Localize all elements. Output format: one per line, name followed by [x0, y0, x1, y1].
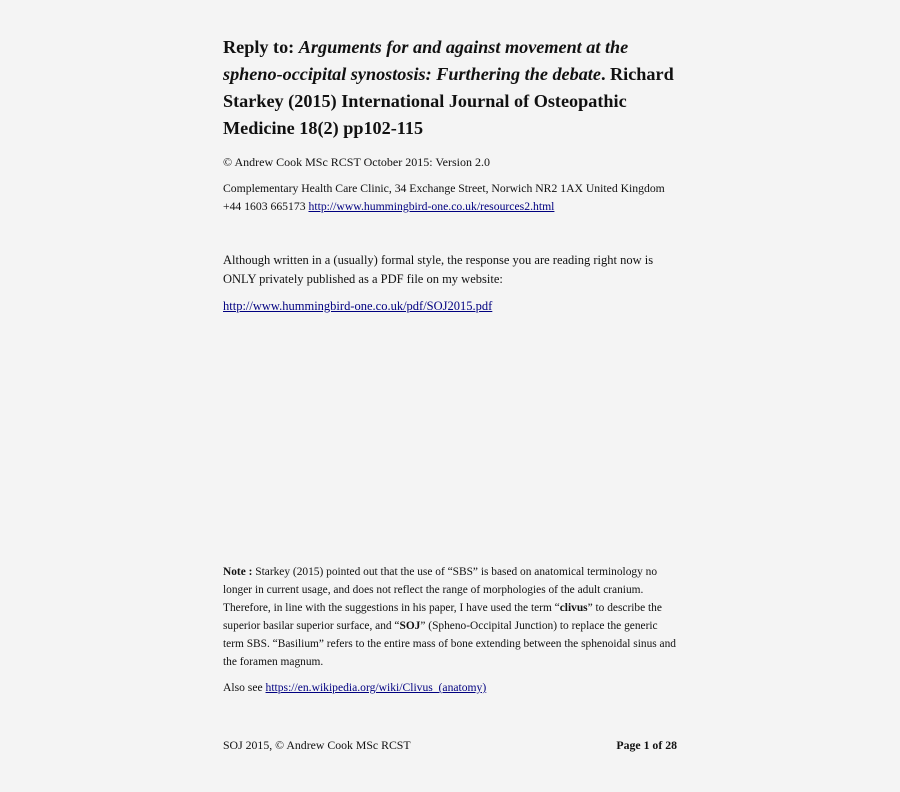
pdf-link-line — [223, 297, 679, 316]
main-content — [223, 34, 679, 316]
term-soj: SOJ — [399, 620, 421, 632]
page-number: Page 1 of 28 — [616, 738, 677, 752]
resources-link[interactable]: http://www.hummingbird-one.co.uk/resources2.html — [308, 200, 555, 213]
wikipedia-link[interactable]: https://en.wikipedia.org/wiki/Clivus_(anatomy) — [265, 681, 487, 694]
note-text-2: ” to describe the superior basilar superior surface, and “ — [223, 602, 662, 632]
contact-line — [223, 198, 679, 216]
address-line: Complementary Health Care Clinic, 34 Exchange Street, Norwich NR2 1AX United Kingdom — [223, 182, 665, 195]
also-see-label: Also see — [223, 681, 266, 694]
title-period: . — [600, 64, 606, 84]
also-see-line — [223, 679, 679, 697]
term-clivus: clivus — [559, 602, 588, 614]
pdf-link[interactable]: http://www.hummingbird-one.co.uk/pdf/SOJ2015.pdf — [223, 299, 493, 313]
intro-paragraph: Although written in a (usually) formal style, the response you are reading right now is ONLY privately published as a PDF file on my website: — [223, 253, 654, 286]
note-paragraph — [223, 563, 679, 671]
title-citation: Richard Starkey (2015) International Journal of Osteopathic Medicine 18(2) pp102-115 — [223, 64, 674, 138]
note-text-3: ” (Spheno-Occipital Junction) to replace the generic term SBS. “Basilium” refers to the entire mass of bone extending between the sphenoidal sinus and the foramen magnum. — [223, 620, 676, 668]
title-reply-prefix: Reply to: — [223, 37, 299, 57]
title-article-name: Arguments for and against movement at the spheno-occipital synostosis: Furthering the debate — [223, 37, 629, 84]
note-label: Note : — [223, 566, 256, 578]
copyright-line: © Andrew Cook MSc RCST October 2015: Version 2.0 — [223, 155, 491, 169]
address-block — [223, 180, 679, 216]
phone-number: +44 1603 665173 — [223, 200, 309, 213]
note-text-1: Starkey (2015) pointed out that the use of “SBS” is based on anatomical terminology no longer in current usage, and does not reflect the range of morphologies of the adult cranium. Therefore, in line with the suggestions in his paper, I have used the term “ — [223, 566, 658, 614]
footer-copyright: SOJ 2015, © Andrew Cook MSc RCST — [223, 738, 411, 752]
document-title — [223, 34, 679, 142]
